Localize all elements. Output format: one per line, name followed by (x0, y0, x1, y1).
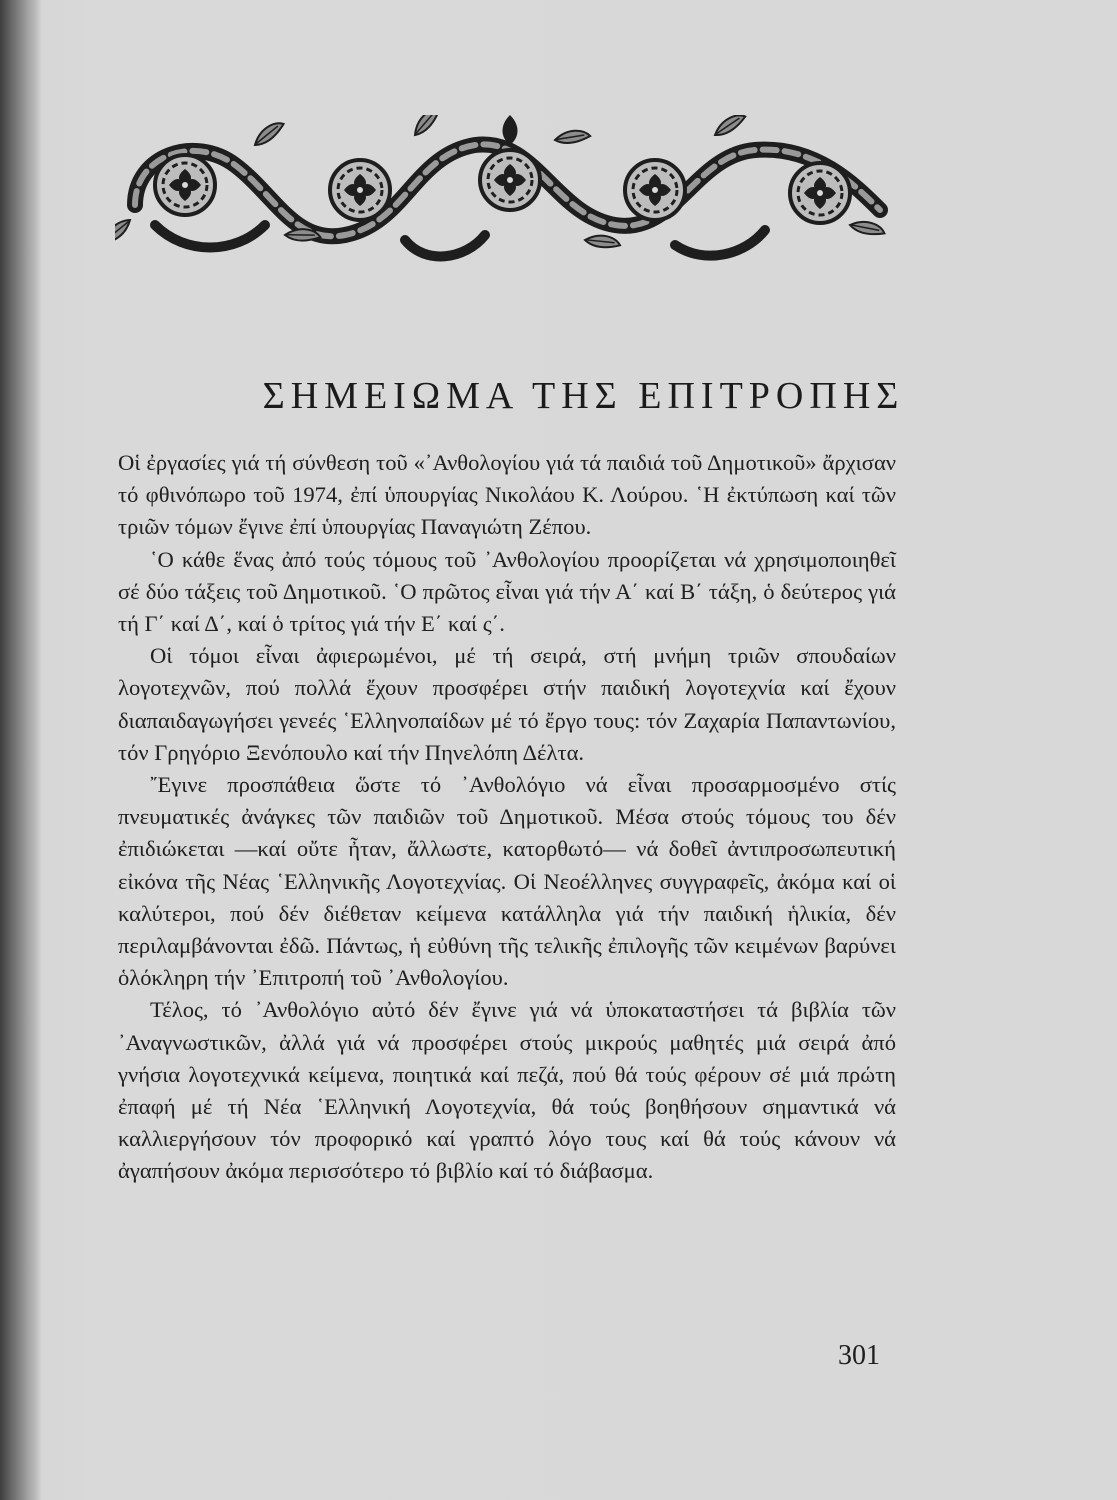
paragraph-4: ῎Εγινε προσπάθεια ὥστε τό ᾿Ανθολόγιο νά εἶναι προσαρμοσμένο στίς πνευματικές ἀνάγκες τῶν παιδιῶν τοῦ Δημοτικοῦ. Μέσα στούς τόμους του δέν ἐπιδιώκεται —καί οὔτε ἦταν, ἄλλωστε, κατορθωτό— νά δοθεῖ ἀντιπροσωπευτική εἰκόνα τῆς Νέας ῾Ελληνικῆς Λογοτεχνίας. Οἱ Νεοέλληνες συγγραφεῖς, ἀκόμα καί οἱ καλύτεροι, πού δέν διέθεταν κείμενα κατάλληλα γιά τήν παιδική ἡλικία, δέν περιλαμβάνονται ἐδῶ. Πάντως, ἡ εὐθύνη τῆς τελικῆς ἐπιλογῆς τῶν κειμένων βαρύνει ὁλόκληρη τήν ᾿Επιτροπή τοῦ ᾿Ανθολογίου. (118, 772, 896, 991)
decorative-scroll-ornament (115, 115, 900, 265)
paragraph-2: ῾Ο κάθε ἕνας ἀπό τούς τόμους τοῦ ᾿Ανθολογίου προορίζεται νά χρησιμοποιηθεῖ σέ δύο τάξεις τοῦ Δημοτικοῦ. ῾Ο πρῶτος εἶναι γιά τήν Α΄ καί Β΄ τάξη, ὁ δεύτερος γιά τή Γ΄ καί Δ΄, καί ὁ τρίτος γιά τήν Ε΄ καί ς΄. (118, 546, 896, 637)
book-binding-shadow (0, 0, 42, 1500)
page-number: 301 (838, 1340, 880, 1371)
body-text (118, 447, 896, 1188)
page-title: ΣΗΜΕΙΩΜΑ ΤΗΣ ΕΠΙΤΡΟΠΗΣ (262, 375, 905, 417)
paragraph-5: Τέλος, τό ᾿Ανθολόγιο αὐτό δέν ἔγινε γιά νά ὑποκαταστήσει τά βιβλία τῶν ᾿Αναγνωστικῶν, ἀλλά γιά νά προσφέρει στούς μικρούς μαθητές μιά σειρά ἀπό γνήσια λογοτεχνικά κείμενα, ποιητικά καί πεζά, πού θά τούς φέρουν σέ μιά πρώτη ἐπαφή μέ τή Νέα ῾Ελληνική Λογοτεχνία, θά τούς βοηθήσουν σημαντικά νά καλλιεργήσουν τόν προφορικό καί γραπτό λόγο τους καί θά τούς κάνουν νά ἀγαπήσουν ἀκόμα περισσότερο τό βιβλίο καί τό διάβασμα. (118, 997, 896, 1184)
paragraph-3: Οἱ τόμοι εἶναι ἀφιερωμένοι, μέ τή σειρά, στή μνήμη τριῶν σπουδαίων λογοτεχνῶν, πού πολλά ἔχουν προσφέρει στήν παιδική λογοτεχνία καί ἔχουν διαπαιδαγωγήσει γενεές ῾Ελληνοπαίδων μέ τό ἔργο τους: τόν Ζαχαρία Παπαντωνίου, τόν Γρηγόριο Ξενόπουλο καί τήν Πηνελόπη Δέλτα. (118, 643, 896, 765)
paragraph-1: Οἱ ἐργασίες γιά τή σύνθεση τοῦ «᾿Ανθολογίου γιά τά παιδιά τοῦ Δημοτικοῦ» ἄρχισαν τό φθινόπωρο τοῦ 1974, ἐπί ὑπουργίας Νικολάου Κ. Λούρου. ῾Η ἐκτύπωση καί τῶν τριῶν τόμων ἔγινε ἐπί ὑπουργίας Παναγιώτη Ζέπου. (118, 450, 896, 540)
